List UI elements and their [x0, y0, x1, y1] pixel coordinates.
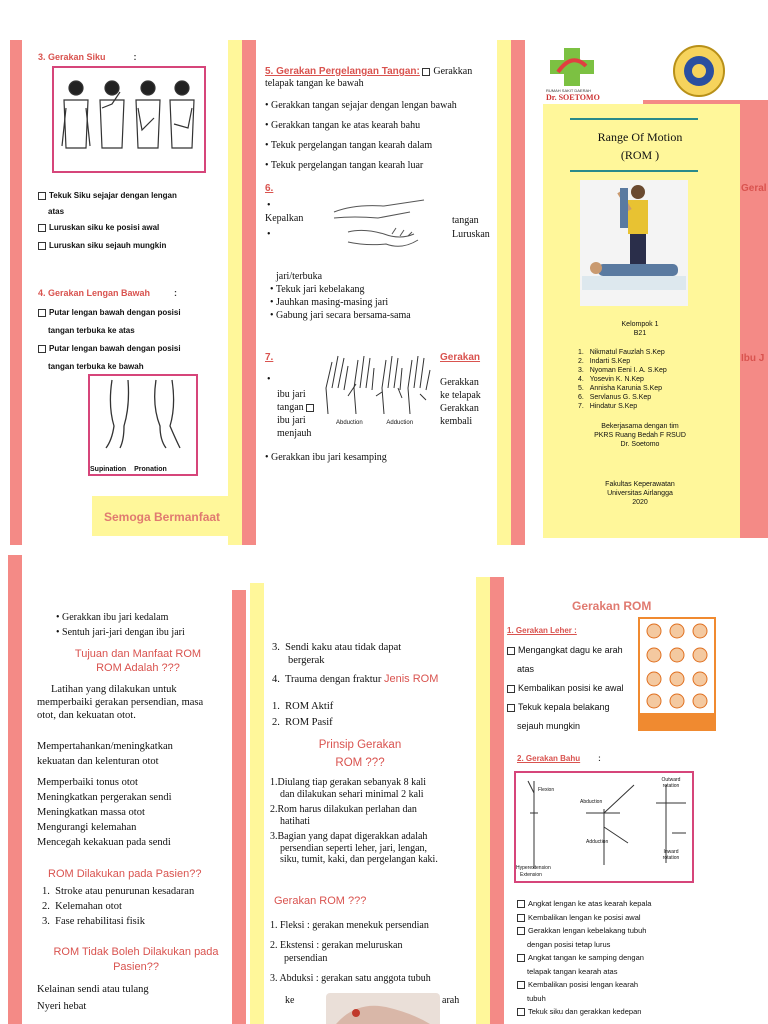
forearm-list: Putar lengan bawah dengan posisi tangan terbuka ke atas Putar lengan bawah dengan posisi tangan terbuka ke bawah [38, 304, 181, 376]
closing-text: Semoga Bermanfaat [104, 510, 221, 524]
label-hyperextension: Hyperextension [516, 865, 551, 871]
bottom-fold-red-1 [232, 590, 246, 1024]
s6-dot: • [267, 200, 271, 211]
cover-members: 1. Nikmatul Fauzlah S.Kep 2. Indarti S.Kep 3. Nyoman Eeni I. A. S.Kep 4. Yosevin K. N.Kep 5. Annisha Karunia S.Kep 6. Servlanus G. S.Kep 7. Hindatur S.Kep [578, 349, 667, 410]
adduction-label: Adduction [386, 420, 414, 426]
fold-strip-yellow-1 [228, 40, 242, 545]
s6-number: 6. [265, 183, 274, 194]
s7-left-column: ibu jari tangan ibu jari menjauh [277, 388, 317, 440]
neck-illustration [638, 617, 716, 731]
s6-kepalkan: Kepalkan [265, 213, 304, 224]
s6-tangan: tangan [452, 215, 479, 226]
gerakan-heading: Gerakan ROM ??? [274, 895, 367, 907]
hospital-logo [546, 46, 598, 102]
fold-strip-red-2 [511, 40, 525, 545]
label-abduction: Abduction [580, 799, 603, 805]
fold-strip-yellow-2 [497, 40, 511, 545]
wrist-list: • Gerakkan tangan sejajar dengan lengan bawah • Gerakkan tangan ke atas kearah bahu • Tekuk pergelangan tangan kearah dalam • Tekuk pergelangan tangan kearah luar [265, 100, 457, 171]
tujuan-paragraph: Latihan yang dilakukan untuk memperbaiki gerakan persendian, masa otot, dan kekuatan otot. [37, 684, 204, 721]
tidak-heading: ROM Tidak Boleh Dilakukan pada Pasien?? [53, 946, 219, 973]
logo-text-small: RUMAH SAKIT DAERAH [546, 88, 592, 93]
cover-photo [580, 180, 688, 306]
s7-number: 7. [265, 352, 274, 363]
thumb-illustration [322, 348, 438, 430]
s7-dot: • [267, 374, 271, 385]
bottom-fold-red-2 [490, 577, 504, 1024]
gerakan-list: 1. Fleksi : gerakan menekuk persendian 2. Ekstensi : gerakan meluruskan persendian 3. Abduksi : gerakan satu anggota tubuh [270, 920, 431, 984]
left-edge-strip [10, 40, 22, 545]
gerakan-arah: arah [442, 995, 460, 1006]
kontra-list: 3. Sendi kaku atau tidak dapat bergerak 4. Trauma dengan fraktur Jenis ROM [272, 642, 439, 685]
label-inward: Inward rotation [662, 849, 680, 861]
neck-list: Mengangkat dagu ke arah atas Kembalikan posisi ke awal Tekuk kepala belakang sejauh mungkin [507, 641, 624, 736]
cover-cooperation: Bekerjasama dengan tim PKRS Ruang Bedah F RSUD Dr. Soetomo [594, 423, 686, 448]
neck-heading: 1. Gerakan Leher : [507, 626, 577, 635]
cover-faculty: Fakultas Keperawatan Universitas Airlangga 2020 [605, 481, 675, 506]
wrist-section: 5. Gerakan Pergelangan Tangan: Gerakkan telapak tangan ke bawah [265, 66, 473, 89]
elbow-list: Tekuk Siku sejajar dengan lengan atas Luruskan siku ke posisi awal Luruskan siku sejauh mungkin [38, 188, 177, 254]
s6-list: jari/terbuka • Tekuk jari kebelakang • Jauhkan masing-masing jari • Gabung jari secara bersama-sama [270, 271, 411, 321]
s6-dot2: • [267, 229, 271, 240]
prinsip-heading: Prinsip Gerakan ROM ??? [318, 739, 402, 769]
label-flexion: Flexion [538, 787, 555, 793]
bottom-spread [0, 555, 768, 1024]
jenis-list: 1. ROM Aktif 2. ROM Pasif [272, 701, 334, 728]
university-seal [672, 44, 726, 98]
thumb-bullets: • Gerakkan ibu jari kedalam • Sentuh jari-jari dengan ibu jari [56, 612, 185, 638]
shoulder-heading: 2. Gerakan Bahu : [517, 754, 601, 763]
shoulder-diagram [514, 771, 694, 883]
dilakukan-heading: ROM Dilakukan pada Pasien?? [48, 868, 202, 880]
shoulder-list: Angkat lengan ke atas kearah kepala Kembalikan lengan ke posisi awal Gerakkan lengan kebelakang tubuh dengan posisi tetap lurus Angkat tangan ke samping dengan telapak tangan kearah atas Kembalikan posisi lengan kearah tubuh Tekuk siku dan gerakkan kedepan [517, 897, 651, 1019]
bottom-left-edge [8, 555, 22, 1024]
forearm-heading: 4. Gerakan Lengan Bawah : [38, 288, 178, 298]
s7-right-column: Gerakkan ke telapak Gerakkan kembali [440, 377, 481, 427]
cover-teal-line-2 [570, 170, 698, 172]
supination-label: Supination [90, 466, 127, 473]
s7-gerakan: Gerakan [440, 352, 481, 363]
pronation-label: Pronation [134, 466, 167, 473]
cover-teal-line [570, 118, 698, 120]
fold-strip-red-1 [242, 40, 256, 545]
forearm-illustration [88, 374, 198, 476]
bottom-fold-yellow-1 [250, 583, 264, 1024]
hand-illustration [314, 188, 439, 258]
label-outward: Outward rotation [661, 777, 681, 789]
gerakan-ke: ke [285, 995, 295, 1006]
jenis-heading: Jenis ROM [383, 673, 439, 685]
elbow-illustration [52, 66, 206, 173]
cover-title: Range Of Motion (ROM ) [597, 130, 683, 162]
cover-group: Kelompok 1 B21 [621, 321, 659, 337]
elbow-heading: 3. Gerakan Siku : [38, 52, 137, 62]
tujuan-heading: Tujuan dan Manfaat ROM ROM Adalah ??? [74, 648, 202, 674]
edge-text-2: Ibu J [741, 353, 765, 364]
s6-luruskan: Luruskan [452, 229, 490, 240]
gerakan-photo [326, 993, 440, 1024]
s7-last: • Gerakkan ibu jari kesamping [265, 452, 387, 463]
rom-heading: Gerakan ROM [572, 599, 652, 613]
label-adduction: Adduction [586, 839, 609, 845]
edge-text-1: Geral [741, 183, 767, 194]
prinsip-list: 1.Diulang tiap gerakan sebanyak 8 kali dan dilakukan sehari minimal 2 kali 2.Rom harus dilakukan perlahan dan hatihati 3.Bagian yang dapat digerakkan adalah persendian seperti leher, jari, lengan, siku, tumit, kaki, dan pergelangan kaki. [270, 777, 438, 865]
dilakukan-list: 1. Stroke atau penurunan kesadaran 2. Kelemahan otot 3. Fase rehabilitasi fisik [42, 886, 195, 927]
abduction-label: Abduction [336, 420, 363, 426]
logo-text: Dr. SOETOMO [546, 93, 600, 102]
label-extension: Extension [520, 872, 542, 878]
tidak-list: Kelainan sendi atau tulang Nyeri hebat [37, 984, 149, 1012]
manfaat-list: Mempertahankan/meningkatkan kekuatan dan kelenturan otot Memperbaiki tonus otot Meningkatkan pergerakan sendi Meningkatkan massa otot Mengurangi kelemahan Mencegah kekakuan pada sendi [37, 741, 173, 848]
bottom-fold-yellow-2 [476, 577, 490, 1024]
